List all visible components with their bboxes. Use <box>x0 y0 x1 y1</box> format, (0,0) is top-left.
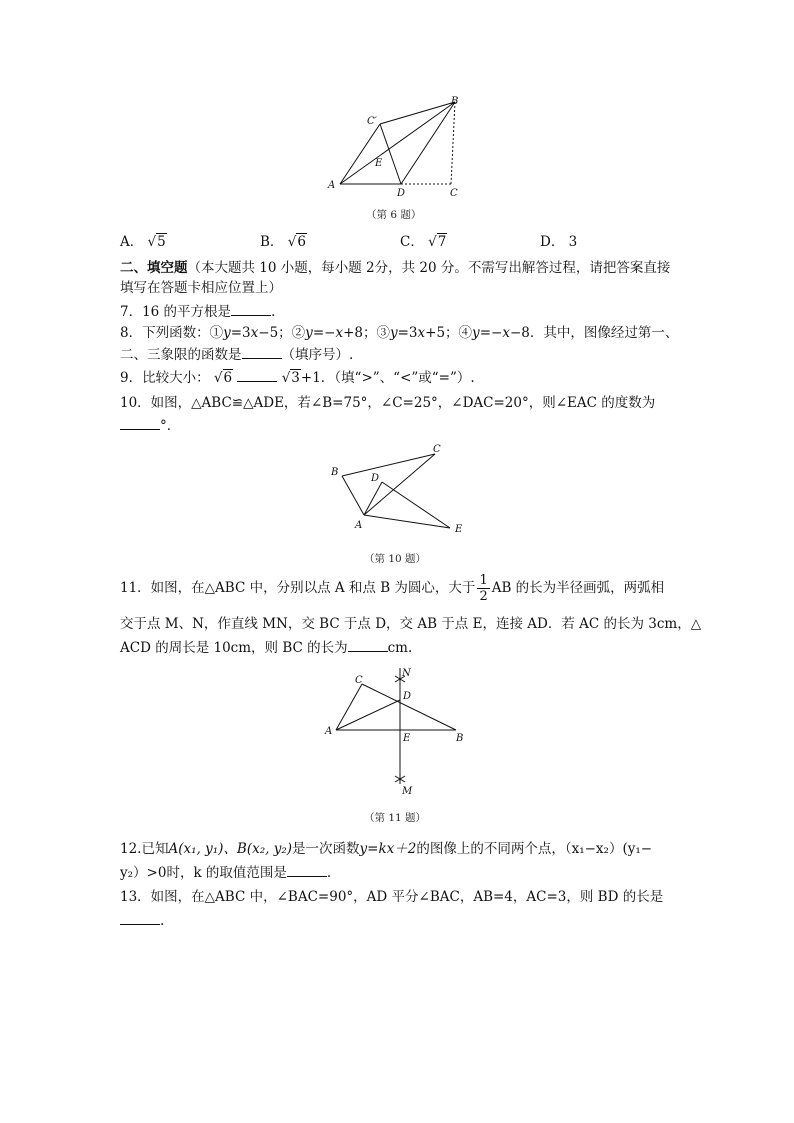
q9-prefix: 9．比较大小： <box>120 370 210 386</box>
q7-end: . <box>271 304 276 320</box>
q8-e4: =− <box>479 325 503 341</box>
q6-option-b-label: B． <box>260 234 284 250</box>
q9-end: （填“>”、“<”或“=”）. <box>334 370 475 386</box>
fig6-label-d: D <box>397 188 406 199</box>
q8-line2: 二、三象限的函数是 <box>120 347 242 363</box>
q6-option-a-value: 5 <box>157 234 166 250</box>
q6-option-a <box>120 232 167 252</box>
question-12-line2 <box>120 862 331 883</box>
fig6-label-e: E <box>375 158 383 169</box>
q8-x1: x <box>250 325 259 341</box>
question-7 <box>120 301 275 322</box>
fig6-label-c: C <box>450 188 458 199</box>
fig10-label-a: A <box>355 520 363 531</box>
figure-10 <box>322 440 472 540</box>
fig6-dashed-b-c <box>451 102 455 184</box>
fig6-line-a-b <box>340 102 455 184</box>
fig10-line-a-d <box>364 482 382 515</box>
q8-x4: x <box>502 325 510 341</box>
fig11-label-n: N <box>402 668 411 679</box>
q12-line2-a: y₂）>0时，k 的取值范围是 <box>120 865 287 881</box>
q10-line2-end: °． <box>160 418 181 434</box>
q8-y1: y <box>223 325 231 341</box>
q6-option-c-value: 7 <box>437 234 447 250</box>
fig10-line-a-c <box>364 454 435 515</box>
q13-line2-end: . <box>160 913 165 929</box>
q11-line1-a: 11．如图，在△ABC 中，分别以点 A 和点 B 为圆心，大于 <box>120 580 476 596</box>
q8-answer-blank[interactable] <box>242 344 282 359</box>
q6-option-b-value: 6 <box>297 234 306 250</box>
q9-sqrt6: √6 <box>213 370 233 386</box>
question-8-line1 <box>120 323 678 343</box>
q12-line2-end: . <box>326 865 332 881</box>
q12-line1-b: 是一次函数 <box>292 841 360 857</box>
q6-option-c-label: C． <box>400 234 424 250</box>
figure-11 <box>322 664 472 804</box>
q9-sqrt3: √3 <box>281 370 300 386</box>
question-10-line2 <box>120 415 180 436</box>
q8-x2: x <box>335 325 344 341</box>
fig6-label-b: B <box>451 96 459 107</box>
fig11-label-e: E <box>403 733 411 744</box>
q6-option-b <box>260 232 307 252</box>
fig11-line-a-c <box>336 684 362 730</box>
question-13-line2 <box>120 910 164 931</box>
q9-sqrt3-value: 3 <box>291 370 300 386</box>
q6-option-d-label: D． <box>540 234 565 250</box>
q8-e1b: −5；② <box>258 325 306 341</box>
q12-answer-blank[interactable] <box>287 862 327 877</box>
q8-e4b: −8．其中，图像经过第一、 <box>509 325 679 341</box>
fig6-label-a: A <box>328 180 336 191</box>
q11-fraction <box>477 573 489 604</box>
q11-line3-a: ACD 的周长是 10cm，则 BC 的长为 <box>120 640 348 656</box>
q7-text: 7．16 的平方根是 <box>120 304 232 320</box>
q8-y4: y <box>472 325 480 341</box>
fig10-line-a-e <box>364 515 450 528</box>
fig11-caption: （第 11 题） <box>364 812 427 824</box>
figure-6 <box>320 92 470 204</box>
question-11-line2: 交于点 M、N，作直线 MN，交 BC 于点 D，交 AB 于点 E，连接 AD．若 AC 的长为 3cm，△ <box>120 616 702 632</box>
question-11-line3 <box>120 637 412 658</box>
fig10-line-b-a <box>342 476 364 515</box>
q12-points: A(x₁, y₁)、B(x₂, y₂) <box>168 841 293 857</box>
question-11-line1 <box>120 573 664 604</box>
q11-line1-b: AB 的长为半径画弧，两弧相 <box>491 580 665 596</box>
fig10-caption: （第 10 题） <box>364 553 427 565</box>
q12-function: y=kx＋2 <box>359 841 417 857</box>
question-12-line1 <box>120 839 652 859</box>
section2-desc-1: （本大题共 10 小题，每小题 2分，共 20 分。不需写出解答过程，请把答案直接 <box>187 260 671 276</box>
q9-sqrt6-value: 6 <box>223 370 233 386</box>
q7-answer-blank[interactable] <box>231 301 271 316</box>
fig10-label-b: B <box>331 467 339 478</box>
q8-e3b: +5；④ <box>425 325 473 341</box>
q8-y3: y <box>389 325 398 341</box>
q8-e1: =3 <box>230 325 251 341</box>
q9-answer-blank[interactable] <box>237 367 277 382</box>
q8-y2: y <box>305 325 313 341</box>
q8-e2b: +8；③ <box>343 325 390 341</box>
fig11-label-d: D <box>403 691 412 702</box>
q6-option-a-sqrt: √5 <box>147 234 166 250</box>
q8-line2-end: （填序号）. <box>281 347 354 363</box>
fig11-label-b: B <box>456 733 464 744</box>
fig6-line-cprime-d <box>380 124 401 184</box>
q11-line3-end: cm. <box>387 640 413 656</box>
q6-option-a-label: A． <box>120 234 144 250</box>
q8-a: 8．下列函数：① <box>120 325 224 341</box>
fig6-label-cprime: C′ <box>367 116 377 127</box>
q6-option-c-sqrt: √7 <box>428 234 447 250</box>
q8-x3: x <box>417 325 426 341</box>
q8-e3: =3 <box>397 325 418 341</box>
q11-frac-num: 1 <box>479 573 488 588</box>
fig6-line-cprime-b <box>380 102 455 124</box>
fig11-line-a-d <box>336 700 400 730</box>
fig6-line-d-b <box>401 102 455 184</box>
fig6-line-a-cprime <box>340 124 380 184</box>
section2-line2: 填写在答题卡相应位置上） <box>120 280 282 296</box>
question-10-line1: 10．如图，△ABC≌△ADE，若∠B=75°，∠C=25°，∠DAC=20°，则∠EAC 的度数为 <box>120 395 656 411</box>
section2-title: 二、填空题 <box>120 260 188 276</box>
q8-e2: =− <box>312 325 336 341</box>
q11-answer-blank[interactable] <box>348 637 388 652</box>
fig10-label-c: C <box>433 444 441 455</box>
fig10-label-e: E <box>455 524 463 535</box>
q6-option-c <box>400 232 447 252</box>
q10-answer-blank[interactable] <box>120 415 160 430</box>
question-8-line2 <box>120 344 353 365</box>
question-9 <box>120 367 475 388</box>
fig11-label-c: C <box>355 675 363 686</box>
q12-line1-c: 的图像上的不同两个点，（x₁−x₂）(y₁− <box>416 841 653 857</box>
q6-option-d <box>540 232 577 252</box>
q11-frac-den: 2 <box>479 589 488 604</box>
fig10-label-d: D <box>371 473 380 484</box>
q6-option-d-value: 3 <box>568 234 578 250</box>
q13-answer-blank[interactable] <box>120 910 160 925</box>
q12-line1-a: 12.已知 <box>120 841 169 857</box>
fig6-caption: （第 6 题） <box>366 209 422 221</box>
fig10-line-d-e <box>382 482 450 528</box>
question-13-line1: 13．如图，在△ABC 中，∠BAC=90°，AD 平分∠BAC，AB=4，AC=3，则 BD 的长是 <box>120 889 664 905</box>
fig11-label-a: A <box>325 726 333 737</box>
fig11-label-m: M <box>402 786 413 797</box>
q6-option-b-sqrt: √6 <box>287 234 306 250</box>
fig10-line-b-c <box>342 454 435 476</box>
q9-plus1: +1． <box>300 370 335 386</box>
section2-line1 <box>120 258 670 278</box>
